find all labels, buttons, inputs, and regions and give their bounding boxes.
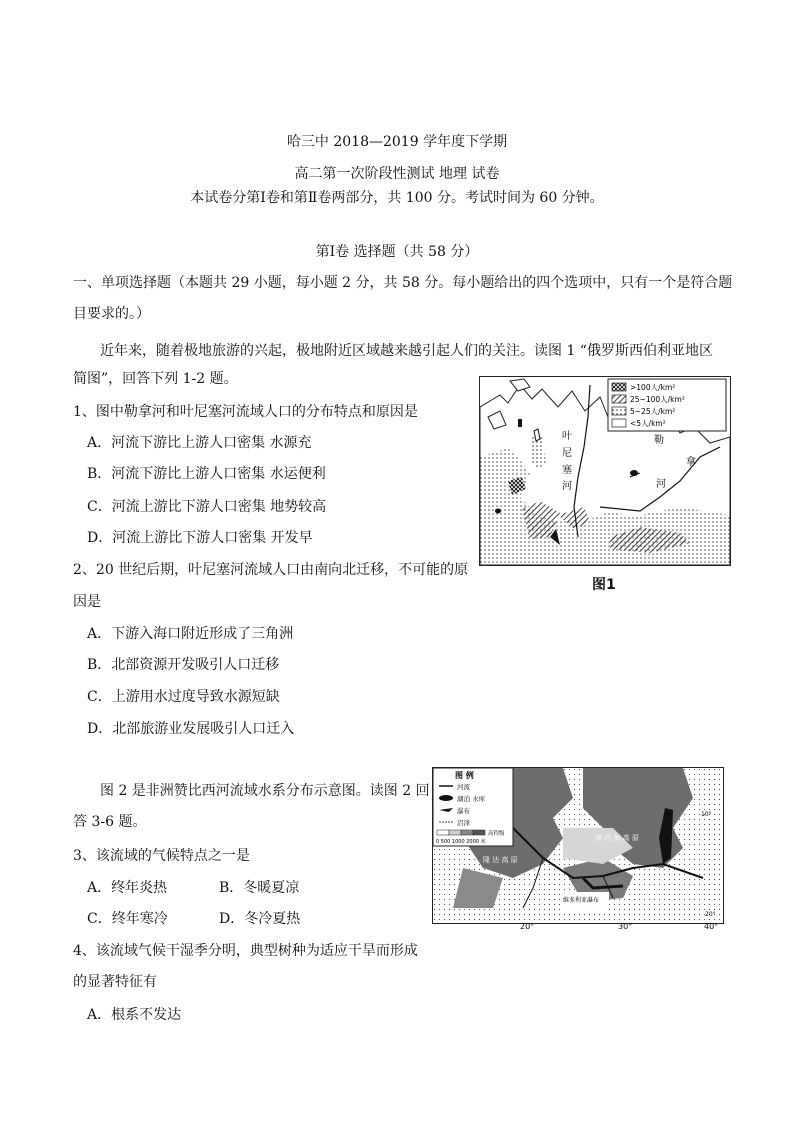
scale-label: 0 500 1000 2000 米: [436, 839, 486, 845]
instruction-line1: 一、单项选择题（本题共 29 小题，每小题 2 分，共 58 分。每小题给出的四个选项中，只有一个是符合题: [73, 275, 733, 291]
q2-option-d: D．北部旅游业发展吸引人口迁入: [87, 721, 295, 737]
q3-option-d: D．冬冷夏热: [219, 911, 301, 927]
q1-option-a: A．河流下游比上游人口密集 水源充: [87, 435, 312, 451]
q2-stem-line1: 2、20 世纪后期，叶尼塞河流域人口由南向北迁移，不可能的原: [73, 562, 469, 578]
legend-lake: 湖泊 水库: [457, 795, 486, 803]
q1-option-c: C．河流上游比下游人口密集 地势较高: [87, 499, 327, 515]
legend-item-1: >100人/km²: [630, 383, 676, 392]
figure1-map: [479, 376, 731, 566]
q2-option-b: B．北部资源开发吸引人口迁移: [87, 657, 280, 673]
elevation-label: 高程级: [488, 831, 505, 837]
q3-option-a: A．终年炎热: [87, 880, 168, 896]
legend-item-3: 5~25人/km²: [630, 407, 676, 416]
figure1-caption: 图1: [592, 577, 616, 593]
passage2-line2: 答 3-6 题。: [73, 814, 147, 830]
lon-20-label: 20°: [520, 922, 535, 931]
exam-title: 高二第一次阶段性测试 地理 试卷: [294, 166, 500, 182]
river-label-char: 尼: [562, 448, 572, 459]
plateau-katanga-label: 加 丹 加 高 原: [595, 834, 639, 842]
zambezi-map-graphic: [433, 768, 723, 923]
legend-river: 河流: [457, 783, 470, 791]
q2-option-c: C．上游用水过度导致水源短缺: [87, 689, 280, 705]
passage2-line1: 图 2 是非洲赞比西河流域水系分布示意图。读图 2 回: [100, 783, 430, 799]
lat-20-label: 20°: [705, 911, 716, 918]
q3-option-b: B．冬暖夏凉: [219, 880, 300, 896]
q1-stem: 1、图中勒拿河和叶尼塞河流域人口的分布特点和原因是: [73, 404, 418, 420]
plateau-lunda-label: 隆 达 高 原: [483, 856, 518, 864]
q4-stem-line1: 4、该流域气候干湿季分明，典型树种为适应干旱而形成: [73, 943, 418, 959]
q2-stem-line2: 因是: [73, 594, 101, 610]
figure2-map: [432, 767, 724, 924]
legend-title: 图 例: [455, 771, 474, 780]
q1-option-d: D．河流上游比下游人口密集 开发早: [87, 530, 313, 546]
q1-option-b: B．河流下游比上游人口密集 水运便利: [87, 466, 326, 482]
legend-falls: 瀑布: [457, 807, 470, 815]
river-label-char: 塞: [562, 465, 572, 476]
q3-option-c: C．终年寒冷: [87, 911, 168, 927]
victoria-falls-label: 维多利亚瀑布: [563, 897, 600, 904]
river-label-char: 河: [656, 479, 666, 490]
river-label-char: 叶: [562, 431, 572, 442]
lon-30-label: 30°: [618, 922, 633, 931]
q3-stem: 3、该流域的气候特点之一是: [73, 848, 250, 864]
lat-10-label: 10°: [701, 811, 712, 818]
river-label-char: 拿: [686, 457, 696, 468]
instruction-line2: 目要求的。）: [73, 306, 150, 322]
river-label-char: 河: [562, 481, 572, 492]
exam-note: 本试卷分第Ⅰ卷和第Ⅱ卷两部分，共 100 分。考试时间为 60 分钟。: [190, 190, 604, 206]
lon-40-label: 40°: [704, 922, 719, 931]
school-line: 哈三中 2018—2019 学年度下学期: [286, 134, 508, 150]
river-label-char: 勒: [654, 435, 664, 446]
q4-option-a: A．根系不发达: [87, 1007, 182, 1023]
legend-item-2: 25~100人/km²: [630, 395, 685, 404]
siberia-map-graphic: [480, 377, 730, 565]
part1-title: 第Ⅰ卷 选择题（共 58 分）: [315, 244, 479, 260]
q2-option-a: A．下游入海口附近形成了三角洲: [87, 626, 294, 642]
legend-item-4: <5人/km²: [630, 419, 666, 428]
q4-stem-line2: 的显著特征有: [73, 974, 157, 990]
passage1-line1: 近年来，随着极地旅游的兴起，极地附近区域越来越引起人们的关注。读图 1 “俄罗斯西伯利亚地区: [100, 343, 713, 359]
legend-swamp: 沼泽: [457, 819, 470, 827]
passage1-line2: 简图”，回答下列 1-2 题。: [73, 371, 238, 387]
